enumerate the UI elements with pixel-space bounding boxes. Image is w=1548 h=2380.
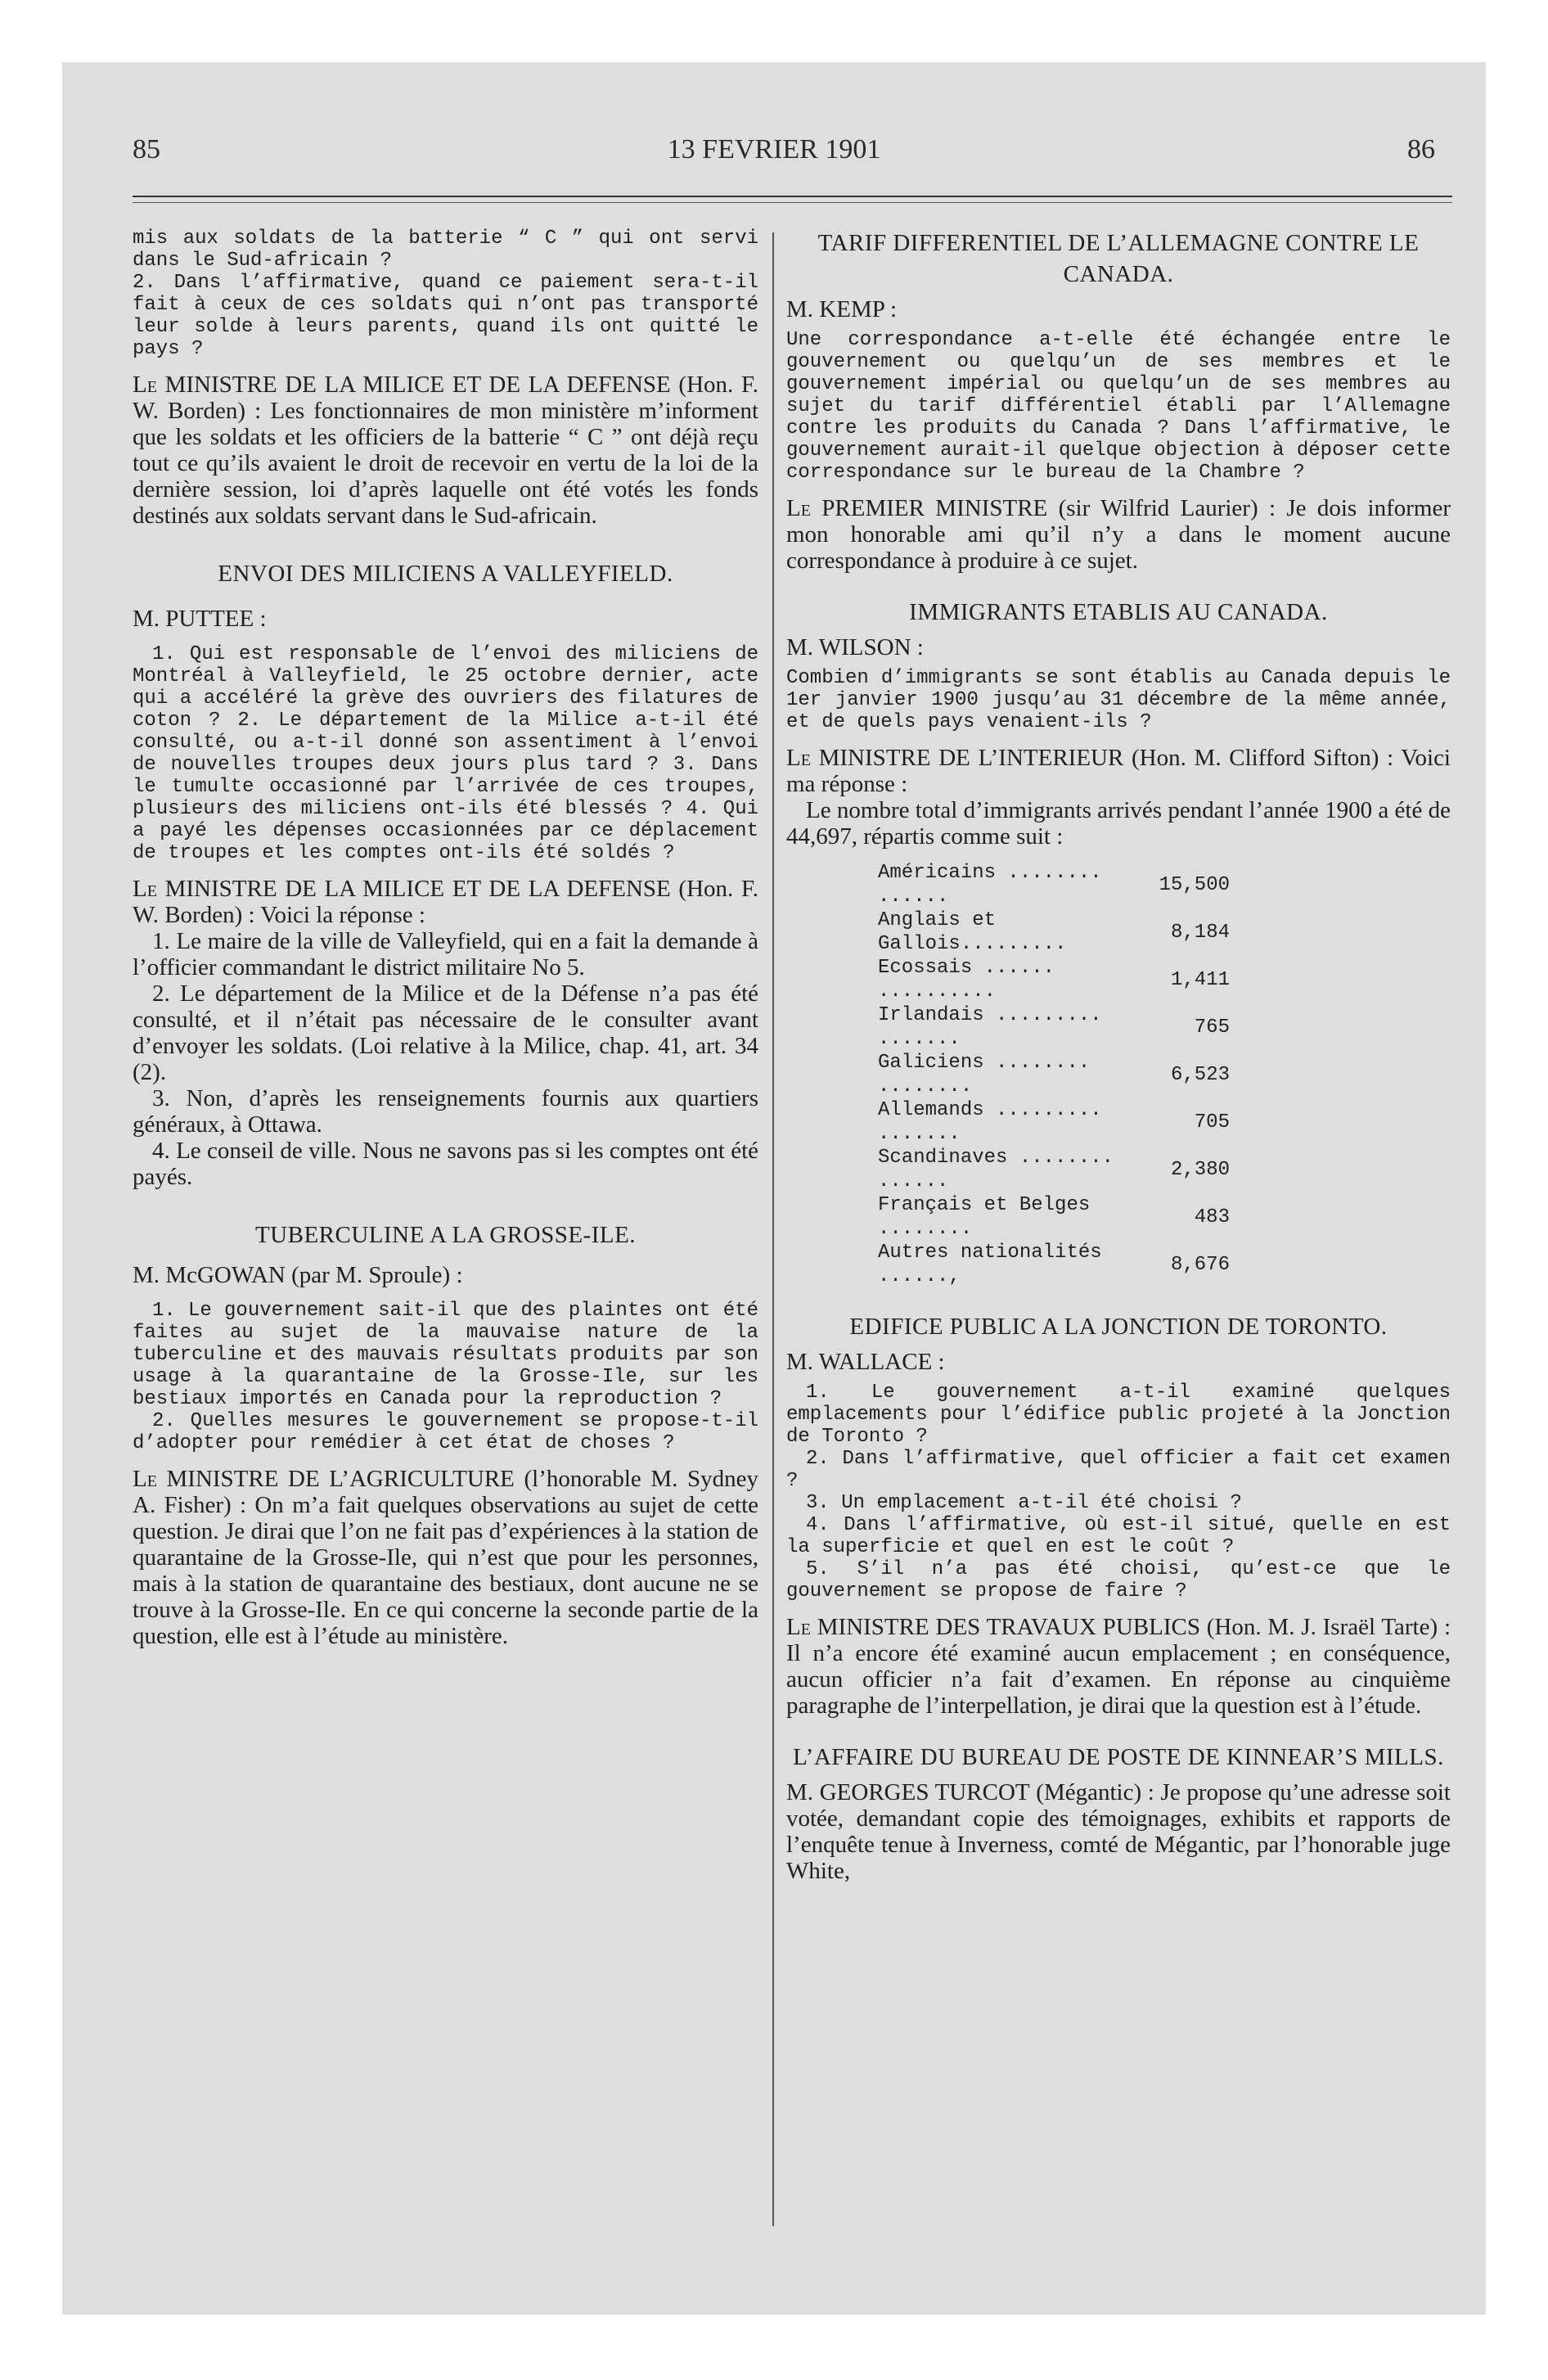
table-row	[878, 1193, 1230, 1241]
answer-paragraph	[133, 372, 758, 529]
left-page-number: 85	[133, 134, 160, 165]
answer-text: (Hon. F. W. Borden) : Voici la réponse :	[133, 876, 758, 928]
nationality-label: Autres nationalités ......,	[878, 1242, 1102, 1287]
scanned-page	[62, 62, 1486, 2315]
answer-text: 3. Non, d’après les renseignements fournis aux quartiers généraux, à Ottawa.	[133, 1085, 758, 1138]
immigrant-count: 1,411	[1170, 968, 1230, 991]
speaker-line: M. WILSON :	[786, 634, 924, 660]
answer-text: Le nombre total d’immigrants arrivés pendant l’année 1900 a été de 44,697, répartis comme suit :	[786, 797, 1451, 850]
nationality-label: Anglais et Gallois.........	[878, 909, 1067, 955]
answer-paragraph	[133, 1466, 758, 1649]
table-row	[878, 1146, 1230, 1193]
nationality-label: Français et Belges ........	[878, 1194, 1091, 1240]
nationality-label: Irlandais ......... .......	[878, 1004, 1102, 1050]
question-text: 1. Le gouvernement sait-il que des plaintes ont été faites au sujet de la mauvaise nature de la tuberculine et des mauvais résultats produits par son usage à la quarantaine de la Grosse-Ile, sur les bestiaux importés en Canada pour la reproduction ?	[133, 1300, 758, 1410]
speaker-name: Le MINISTRE DE LA MILICE ET DE LA DEFENSE	[133, 372, 671, 398]
answer-text: 4. Le conseil de ville. Nous ne savons pas si les comptes ont été payés.	[133, 1138, 758, 1190]
immigrant-count: 2,380	[1170, 1158, 1230, 1181]
answer-text: (sir Wilfrid Laurier) : Je dois informer mon honorable ami qu’il n’y a dans le moment aucune correspondance à produire à ce sujet.	[786, 495, 1451, 574]
answer-text: 1. Le maire de la ville de Valleyfield, qui en a fait la demande à l’officier commandant le district militaire No 5.	[133, 928, 758, 980]
page-date: 13 FEVRIER 1901	[667, 134, 881, 165]
column-divider	[772, 232, 774, 2226]
section-heading: EDIFICE PUBLIC A LA JONCTION DE TORONTO.	[849, 1314, 1388, 1340]
speaker-line: M. WALLACE :	[786, 1349, 945, 1375]
answer-text: (l’honorable M. Sydney A. Fisher) : On m’a fait quelques observations au sujet de cette question. Je dirai que l’on ne fait pas d’expériences à la station de quarantaine de la Grosse-Ile, qui n’est que pour les personnes, mais à la station de quarantaine des bestiaux, dont aucune ne se trouve à la Grosse-Ile. En ce qui concerne la seconde partie de la question, elle est à l’étude au ministère.	[133, 1466, 758, 1649]
section-heading: ENVOI DES MILICIENS A VALLEYFIELD.	[218, 561, 673, 587]
question-text: 3. Un emplacement a-t-il été choisi ?	[806, 1492, 1242, 1514]
answer-text: (Hon. F. W. Borden) : Les fonctionnaires de mon ministère m’informent que les soldats et les officiers de la batterie “ C ” ont déjà reçu tout ce qu’ils avaient le droit de recevoir en vertu de la loi de la dernière session, loi d’après laquelle ont été votés les fonds destinés aux soldats servant dans le Sud-africain.	[133, 372, 758, 529]
right-column	[786, 228, 1451, 1884]
question-text: 1. Qui est responsable de l’envoi des miliciens de Montréal à Valleyfield, le 25 octobre dernier, acte qui a accéléré la grève des ouvriers des filatures de coton ? 2. Le département de la Milice a-t-il été consulté, ou a-t-il donné son assentiment à l’envoi de nouvelles troupes deux jours plus tard ? 3. Dans le tumulte occasionné par l’arrivée de ces troupes, plusieurs des miliciens ont-ils été blessés ? 4. Qui a payé les dépenses occasionnées par ce déplacement de troupes et les comptes ont-ils été soldés ?	[133, 643, 758, 864]
question-text: 4. Dans l’affirmative, où est-il situé, quelle en est la superficie et quel en est le coût ?	[786, 1514, 1451, 1558]
section-heading: L’AFFAIRE DU BUREAU DE POSTE DE KINNEAR’S MILLS.	[793, 1744, 1444, 1770]
question-text: Une correspondance a-t-elle été échangée entre le gouvernement ou quelqu’un de ses membres et le gouvernement impérial ou quelqu’un de ses membres au sujet du tarif différentiel établi par l’Allemagne contre les produits du Canada ? Dans l’affirmative, le gouvernement aurait-il quelque objection à déposer cette correspondance sur le bureau de la Chambre ?	[786, 329, 1451, 484]
table-row	[878, 861, 1230, 908]
speaker-name: Le MINISTRE DE L’AGRICULTURE	[133, 1466, 515, 1492]
immigrant-count: 8,184	[1170, 921, 1230, 944]
immigrant-count: 483	[1194, 1206, 1230, 1228]
nationality-label: Allemands ......... .......	[878, 1099, 1102, 1145]
section-heading: TUBERCULINE A LA GROSSE-ILE.	[254, 1222, 637, 1248]
answer-paragraph	[786, 745, 1451, 797]
speaker-name: Le MINISTRE DE LA MILICE ET DE LA DEFENSE	[133, 876, 671, 902]
immigrant-count: 8,676	[1170, 1253, 1230, 1276]
answer-paragraph	[786, 1614, 1451, 1719]
header-rule	[133, 196, 1452, 197]
answer-text: (Mégantic) : Je propose qu’une adresse soit votée, demandant copie des témoignages, exhibits et rapports de l’enquête tenue à Inverness, comté de Mégantic, par l’honorable juge White,	[786, 1779, 1451, 1884]
nationality-label: Américains ........ ......	[878, 862, 1102, 908]
immigrant-count: 705	[1194, 1111, 1230, 1134]
immigrant-count: 6,523	[1170, 1063, 1230, 1086]
section-heading: TARIF DIFFERENTIEL DE L’ALLEMAGNE CONTRE LE CANADA.	[817, 230, 1420, 287]
question-text: Combien d’immigrants se sont établis au Canada depuis le 1er janvier 1900 jusqu’au 31 décembre de la même année, et de quels pays venaient-ils ?	[786, 667, 1451, 733]
answer-paragraph	[133, 876, 758, 928]
speaker-name: Le MINISTRE DES TRAVAUX PUBLICS	[786, 1614, 1200, 1640]
answer-paragraph	[786, 495, 1451, 574]
immigrant-count: 765	[1194, 1016, 1230, 1039]
nationality-label: Galiciens ........ ........	[878, 1052, 1091, 1098]
answer-text: (Hon. M. Clifford Sifton) : Voici ma réponse :	[786, 745, 1451, 797]
answer-text: 2. Le département de la Milice et de la Défense n’a pas été consulté, et il n’était pas nécessaire de le consulter avant d’envoyer les soldats. (Loi relative à la Milice, chap. 41, art. 34 (2).	[133, 980, 758, 1085]
header-rule-thin	[133, 202, 1452, 203]
question-text: 2. Quelles mesures le gouvernement se propose-t-il d’adopter pour remédier à cet état de choses ?	[133, 1410, 758, 1454]
speaker-name: Le MINISTRE DE L’INTERIEUR	[786, 745, 1124, 771]
question-text: mis aux soldats de la batterie “ C ” qui ont servi dans le Sud-africain ?	[133, 228, 758, 272]
right-page-number: 86	[1407, 134, 1435, 165]
table-row	[878, 1003, 1230, 1051]
speaker-name: Le PREMIER MINISTRE	[786, 495, 1048, 521]
left-column	[133, 228, 758, 1649]
speaker-line: M. KEMP :	[786, 296, 898, 322]
immigrants-table	[878, 861, 1230, 1288]
table-row	[878, 956, 1230, 1003]
speaker-line: M. PUTTEE :	[133, 606, 267, 632]
nationality-label: Scandinaves ........ ......	[878, 1147, 1114, 1192]
nationality-label: Ecossais ...... ..........	[878, 957, 1055, 1003]
answer-text: (Hon. M. J. Israël Tarte) : Il n’a encore été examiné aucun emplacement ; en conséquence, aucun officier n’a fait d’examen. En réponse au cinquième paragraphe de l’interpellation, je dirai que la question est à l’étude.	[786, 1614, 1451, 1719]
question-text: 2. Dans l’affirmative, quel officier a fait cet examen ?	[786, 1448, 1451, 1492]
question-text: 5. S’il n’a pas été choisi, qu’est-ce que le gouvernement se propose de faire ?	[786, 1558, 1451, 1602]
table-row	[878, 1241, 1230, 1288]
section-heading: IMMIGRANTS ETABLIS AU CANADA.	[909, 599, 1328, 625]
speaker-line: M. McGOWAN (par M. Sproule) :	[133, 1262, 463, 1288]
table-row	[878, 1098, 1230, 1146]
table-row	[878, 908, 1230, 956]
answer-paragraph	[786, 1779, 1451, 1884]
question-text: 1. Le gouvernement a-t-il examiné quelques emplacements pour l’édifice public projeté à la Jonction de Toronto ?	[786, 1382, 1451, 1448]
question-text: 2. Dans l’affirmative, quand ce paiement sera-t-il fait à ceux de ces soldats qui n’ont pas transporté leur solde à leurs parents, quand ils ont quitté le pays ?	[133, 272, 758, 360]
immigrant-count: 15,500	[1159, 873, 1230, 896]
table-row	[878, 1051, 1230, 1098]
speaker-name: M. GEORGES TURCOT	[786, 1779, 1030, 1805]
